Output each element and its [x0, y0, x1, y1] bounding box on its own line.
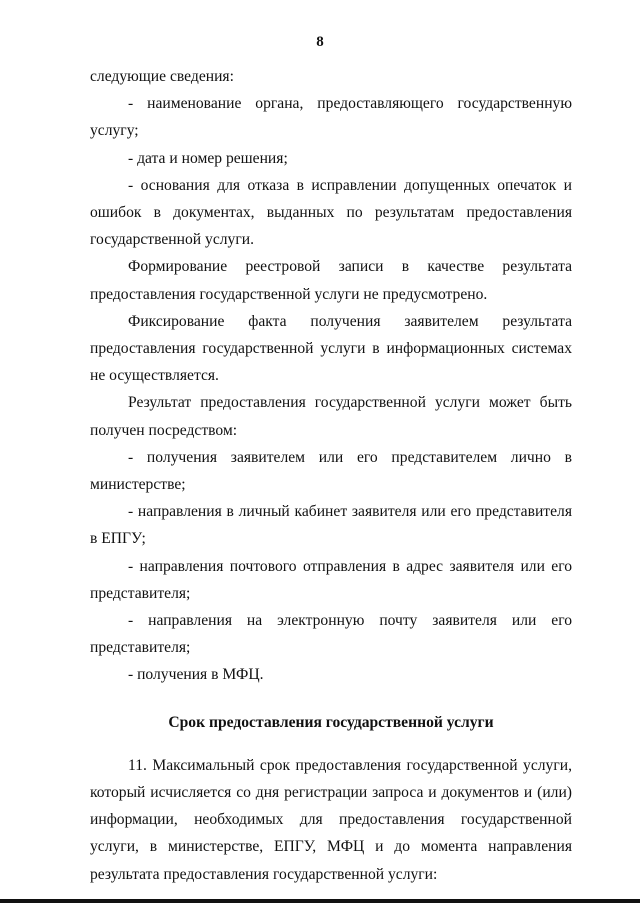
paragraph-registry-record: Формирование реестровой записи в качестве результата предоставления государственной услуги не предусмотрено.: [90, 258, 572, 303]
paragraph-fixation: Фиксирование факта получения заявителем результата предоставления государственной услуги в информационных системах не осуществляется.: [90, 312, 572, 385]
bottom-scan-border: [0, 899, 640, 903]
paragraph-intro: следующие сведения:: [90, 68, 234, 85]
document-body: [90, 63, 572, 888]
list-item-postal: - направления почтового отправления в адрес заявителя или его представителя;: [90, 557, 572, 602]
paragraph-section-11: 11. Максимальный срок предоставления государственной услуги, который исчисляется со дня регистрации запроса и документов и (или) информации, необходимых для предоставления государственной услуги, в министерстве, ЕПГУ, МФЦ и до момента направления результата предоставления государственной услуги:: [90, 756, 572, 883]
list-item-mfc: - получения в МФЦ.: [128, 666, 264, 684]
list-item-refusal-grounds: - основания для отказа в исправлении допущенных опечаток и ошибок в документах, выданных по результатам предоставления государственной услуги.: [90, 176, 572, 249]
section-heading: Срок предоставления государственной услуги: [168, 713, 494, 731]
list-item-decision-date: - дата и номер решения;: [128, 149, 288, 167]
list-item-personal-account: - направления в личный кабинет заявителя или его представителя в ЕПГУ;: [90, 503, 572, 548]
list-item-authority-name: - наименование органа, предоставляющего государственную услугу;: [90, 95, 572, 140]
list-item-email: - направления на электронную почту заявителя или его представителя;: [90, 612, 572, 657]
list-item-in-person: - получения заявителем или его представителем лично в министерстве;: [90, 448, 572, 494]
paragraph-result-methods: Результат предоставления государственной услуги может быть получен посредством:: [90, 394, 572, 439]
page-number: 8: [316, 34, 324, 50]
